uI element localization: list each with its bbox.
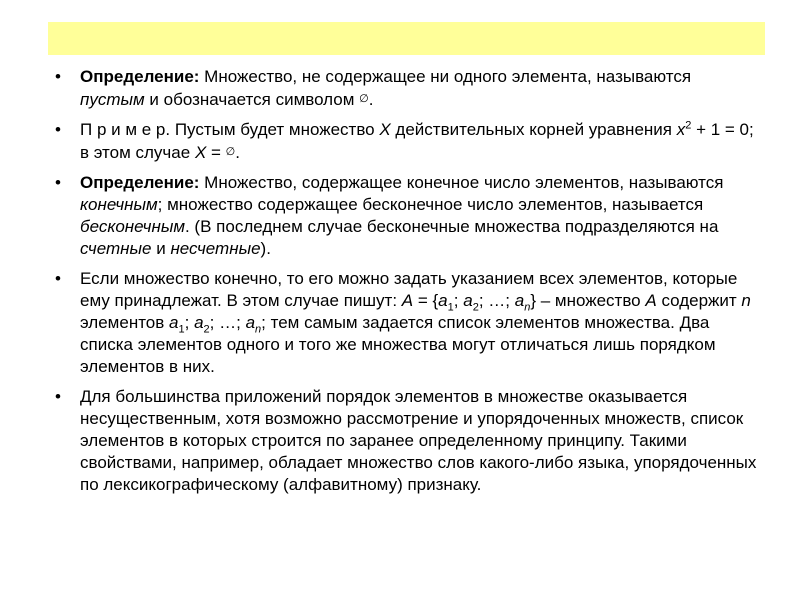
bullet-list <box>55 66 760 496</box>
text-run: + 1 = 0; в этом случае <box>80 120 754 162</box>
text-run: . (В последнем случае бесконечные множества подразделяются на <box>184 217 719 236</box>
bullet-icon: • <box>55 120 61 139</box>
text-run: Множество, содержащее конечное число элементов, называются <box>199 173 724 192</box>
title-bar <box>48 22 765 55</box>
text-run: элементов <box>80 313 170 332</box>
text-run: и <box>151 239 171 258</box>
superscript: 2 <box>685 119 692 132</box>
bullet-finite-set-notation <box>55 268 760 378</box>
text-run: ; …; <box>209 313 246 332</box>
math-var: a <box>514 291 525 310</box>
subscript: 1 <box>178 323 185 336</box>
text-run: ; <box>184 313 195 332</box>
text-run: содержит <box>656 291 742 310</box>
bullet-order-note <box>55 386 760 496</box>
subscript: 2 <box>203 323 210 336</box>
bullet-icon: • <box>55 173 61 192</box>
text-run: действительных корней уравнения <box>390 120 677 139</box>
term-countable: счетные <box>80 239 152 258</box>
text-run: . <box>235 143 240 162</box>
bullet-icon: • <box>55 387 61 406</box>
text-run: = { <box>413 291 439 310</box>
text-run: ; <box>453 291 464 310</box>
slide-content <box>55 66 760 504</box>
text-run: Для большинства приложений порядок элементов в множестве оказывается несущественным, хотя возможно рассмотрение и упорядоченных множеств, список элементов в которых строится по заранее определенному принципу. Такими свойствами, например, обладает множество слов какого-либо языка, упорядоченных по лексикографическому (алфавитному) признаку. <box>80 387 757 494</box>
subscript: 2 <box>472 301 479 314</box>
text-run: ; …; <box>478 291 515 310</box>
text-run: } – множество <box>530 291 646 310</box>
text-run: Если множество конечно, то его можно задать указанием всех элементов, которые ему принадлежат. В этом случае пишут: <box>80 269 738 310</box>
bullet-icon: • <box>55 269 61 288</box>
term-uncountable: несчетные <box>170 239 261 258</box>
bullet-icon: • <box>55 67 61 86</box>
subscript: n <box>255 323 262 336</box>
bullet-example <box>55 119 760 164</box>
empty-set-symbol: ∅ <box>359 93 369 105</box>
text-run: . <box>368 90 374 109</box>
subscript: 1 <box>447 301 454 314</box>
math-var: a <box>169 313 179 332</box>
text-run: = <box>206 143 226 162</box>
text-run: ). <box>260 239 271 258</box>
math-var: x <box>676 120 686 139</box>
math-var: a <box>245 313 256 332</box>
math-var: a <box>463 291 473 310</box>
text-run: Множество, не содержащее ни одного элемента, называются <box>199 67 692 86</box>
definition-label: Определение: <box>80 67 200 86</box>
term-finite: конечным <box>80 195 158 214</box>
math-var: A <box>401 291 414 310</box>
empty-set-symbol: ∅ <box>225 146 236 158</box>
subscript: n <box>524 301 531 314</box>
math-var: X <box>379 120 391 139</box>
text-run: П р и м е р. Пустым будет множество <box>80 120 380 139</box>
math-var: n <box>741 291 751 310</box>
definition-label: Определение: <box>80 173 200 192</box>
text-run: и обозначается символом <box>144 90 360 109</box>
math-var: a <box>194 313 204 332</box>
bullet-finite-set-definition <box>55 172 760 260</box>
text-run: ; множество содержащее бесконечное число элементов, называется <box>157 195 704 214</box>
term-empty: пустым <box>80 90 145 109</box>
math-var: a <box>438 291 448 310</box>
text-run: ; тем самым задается список элементов множества. Два списка элементов одного и того же множества могут отличаться лишь порядком элементов в них. <box>80 313 716 376</box>
term-infinite: бесконечным <box>80 217 185 236</box>
math-var: A <box>645 291 657 310</box>
math-var: X <box>194 143 207 162</box>
bullet-empty-set-definition <box>55 66 760 111</box>
